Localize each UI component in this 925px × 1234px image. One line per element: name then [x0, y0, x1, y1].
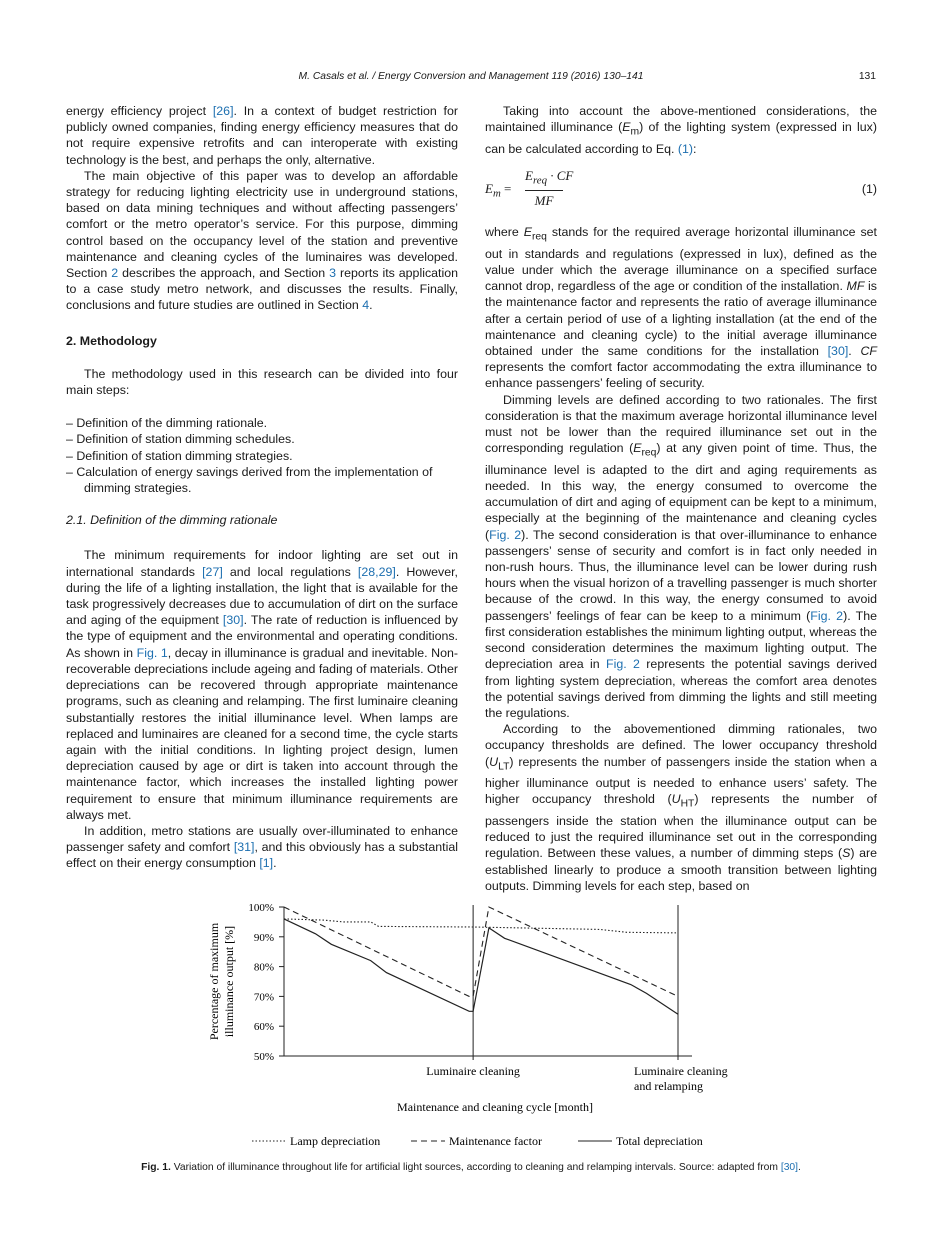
- paragraph: In addition, metro stations are usually over-illuminated to enhance passenger safety and comfort [31], and this obviously has a substantial effect on their energy consumption [1].: [66, 823, 458, 871]
- citation-link[interactable]: [31]: [233, 840, 255, 855]
- journal-citation: M. Casals et al. / Energy Conversion and Management 119 (2016) 130–141: [298, 71, 644, 82]
- equation-link[interactable]: (1): [677, 141, 694, 156]
- y-tick-label: 90%: [253, 931, 274, 944]
- list-item: – Definition of the dimming rationale.: [66, 416, 268, 431]
- series-line-lamp-depreciation: [284, 919, 678, 933]
- figure-caption: Fig. 1. Variation of illuminance throughout life for artificial light sources, according to cleaning and relamping intervals. Source: adapted from [30].: [141, 1162, 801, 1173]
- paragraph: According to the abovementioned dimming rationales, two occupancy thresholds are defined. The lower occupancy threshold $(U_{LT})$ represents the number of passengers inside the station when a higher illuminance output is needed to enhance users’ safety. The higher occupancy threshold $(U_{HT})$ represents the number of passengers inside the station when the illuminance output can be reduced to just the required illuminance set out in the corresponding regulation. Between these values, a number of dimming steps (S) are established linearly to produce a smooth transition between lighting outputs. Dimming levels for each step, based on: [485, 722, 878, 893]
- paragraph: Dimming levels are defined according to two rationales. The first consideration is that the maximum average horizontal illuminance level must not be lower than the required illuminance set out in the corresponding regulation $(E_{req})$ at any given point of time. Thus, the illuminance level is adapted to the dirt and aging requirements as needed. In this way, the energy consumed to overcome the accumulation of dirt and aging of equipment can be kept to a minimum, especially at the beginning of the maintenance and cleaning cycles (Fig. 2). The second consideration is that over-illuminance to enhance passengers’ sense of security and comfort is in fact only needed in non-rush hours. Thus, the illuminance level can be lower during rush hours when the visual horizon of a travelling passenger is much shorter because of the crowd. In this way, the energy consumed to avoid passengers’ feelings of fear can be keep to a minimum (Fig. 2). The first consideration establishes the minimum lighting output, whereas the second consideration determines the maximum lighting output. The depreciation area in Fig. 2 represents the potential savings derived from lighting system depreciation, whereas the comfort area denotes the potential savings derived from dimming the lights and still meeting the regulations.: [485, 392, 877, 720]
- y-tick-label: 100%: [248, 902, 274, 914]
- citation-link[interactable]: [30]: [827, 343, 849, 358]
- legend-label: Maintenance factor: [449, 1134, 542, 1148]
- paragraph: where $E_{req}$ stands for the required average horizontal illuminance set out in standards and regulations (expressed in lux), defined as the value under which the average illuminance on a specified surface cannot drop, regardless of the age or condition of the installation. MF is the maintenance factor and represents the ratio of average illuminance after a certain period of use of a lighting installation (at the end of the maintenance and cleaning cycle) to the initial average illuminance obtained under the same conditions for the installation [30]. CF represents the comfort factor accommodating the extra illuminance to enhance passengers’ feeling of security.: [485, 225, 877, 391]
- y-tick-label: 50%: [253, 1051, 274, 1063]
- section-link[interactable]: 3: [329, 266, 337, 281]
- chart-legend: [252, 1134, 703, 1148]
- paragraph: The methodology used in this research can be divided into four main steps:: [66, 366, 458, 398]
- x-axis-label: Maintenance and cleaning cycle [month]: [397, 1100, 593, 1114]
- y-tick-label: 70%: [253, 991, 274, 1004]
- figure-1: [0, 895, 925, 1185]
- equation-fraction: $E_{req}$ · CF MF: [525, 168, 574, 208]
- paragraph: The minimum requirements for indoor lighting are set out in international standards [27] and local regulations [28,29]. However, during the life of a lighting installation, the light that is available for the task progressively decreases due to accumulation of dirt on the surface and aging of the equipment [30]. The rate of reduction is influenced by the type of equipment and the environmental and operating conditions. As shown in Fig. 1, decay in illuminance is gradual and inevitable. Non-recoverable depreciations include ageing and fading of materials. Other depreciations can be recovered through appropriate maintenance programs, such as cleaning and relamping. The first luminaire cleaning substantially restores the initial illuminance level. When lamps are replaced and luminaires are cleaned for a second time, the cycle starts again with the initial conditions. In lighting project design, lumen depreciation caused by age or dirt is taken into account through the maintenance factor, which increases the installed lighting power requirement to ensure that minimum illuminance requirements are always met.: [66, 548, 459, 822]
- citation-link[interactable]: [30]: [780, 1162, 799, 1173]
- left-column: [66, 103, 458, 872]
- figure-link[interactable]: Fig. 2: [489, 527, 522, 542]
- y-axis-ticks: [248, 902, 284, 1063]
- depreciation-chart: [0, 895, 925, 1160]
- subsection-heading: 2.1. Definition of the dimming rationale: [66, 513, 278, 528]
- figure-link[interactable]: Fig. 1: [136, 645, 168, 660]
- legend-label: Total depreciation: [616, 1134, 703, 1148]
- list-item: – Calculation of energy savings derived from the implementation of dimming strategies.: [66, 464, 433, 496]
- citation-link[interactable]: [30]: [222, 613, 244, 628]
- paragraph: The main objective of this paper was to develop an affordable strategy for reducing lighting electricity use in underground stations, based on data mining techniques and without affecting passengers’ comfort or the metro operator’s service. For this purpose, dimming control based on the occupancy level of the station and preventive maintenance and cleaning cycles of the luminaires was developed. Section 2 describes the approach, and Section 3 reports its application to a case study metro network, and discusses the results. Finally, conclusions and future studies are outlined in Section 4.: [66, 168, 459, 313]
- paragraph: Taking into account the above-mentioned considerations, the maintained illuminance $(E_m)$ of the lighting system (expressed in lux) can be calculated according to Eq. (1):: [485, 104, 877, 156]
- right-column: [485, 103, 877, 894]
- y-tick-label: 80%: [253, 961, 274, 974]
- y-tick-label: 60%: [253, 1021, 274, 1034]
- paragraph: energy efficiency project [26]. In a context of budget restriction for publicly owned companies, finding energy efficiency measures that do not require expensive retrofits and can interoperate with existing technology is the best, and perhaps the only, alternative.: [66, 104, 458, 167]
- series-lines: [284, 907, 678, 1014]
- series-line-maintenance-factor: [284, 907, 678, 996]
- citation-link[interactable]: [27]: [202, 564, 223, 579]
- event-label: Luminaire cleaning: [634, 1064, 728, 1078]
- y-axis-label: Percentage of maximum: [207, 922, 221, 1041]
- list-item: – Definition of station dimming schedules.: [66, 432, 295, 447]
- equation-1: $E_m$ = $E_{req}$ · CF MF (1): [485, 168, 877, 208]
- section-link[interactable]: 4: [362, 298, 370, 313]
- bullet-list: [66, 415, 458, 496]
- y-axis-label: illuminance output [%]: [222, 925, 236, 1038]
- equation-number: (1): [861, 182, 877, 197]
- section-heading: 2. Methodology: [66, 333, 157, 348]
- legend-label: Lamp depreciation: [290, 1134, 381, 1148]
- figure-link[interactable]: Fig. 2: [810, 608, 844, 623]
- citation-link[interactable]: [1]: [259, 856, 274, 871]
- chart-axes: [284, 907, 692, 1056]
- event-lines: [426, 905, 727, 1093]
- citation-link[interactable]: [28,29]: [357, 564, 396, 579]
- page-number: 131: [858, 71, 876, 82]
- list-item: – Definition of station dimming strategies.: [66, 448, 293, 463]
- figure-link[interactable]: Fig. 2: [606, 657, 640, 672]
- running-header: [66, 71, 876, 87]
- section-link[interactable]: 2: [111, 266, 119, 281]
- citation-link[interactable]: [26]: [212, 104, 234, 118]
- series-line-total-depreciation: [284, 919, 678, 1014]
- event-label: Luminaire cleaning: [426, 1064, 520, 1078]
- event-label: and relamping: [634, 1079, 703, 1093]
